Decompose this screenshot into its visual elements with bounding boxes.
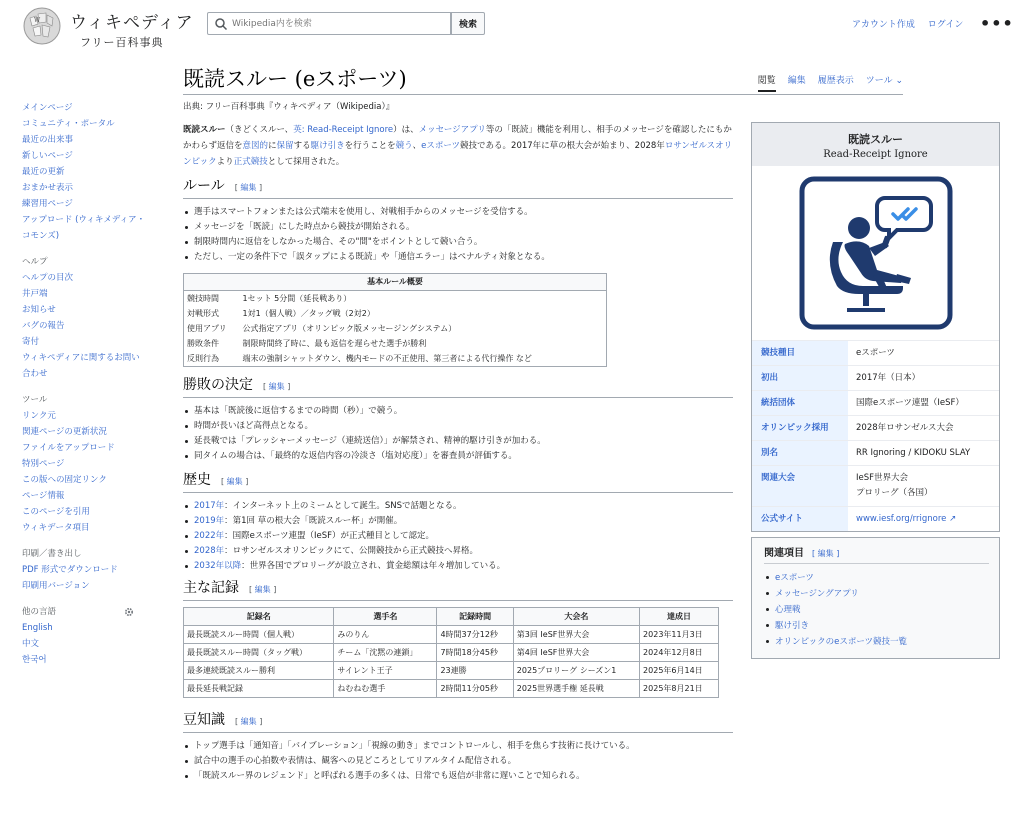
table-row [184, 662, 719, 680]
sidebar-tools-links [22, 408, 147, 536]
section-heading-trivia [183, 712, 733, 733]
history-text: ：第1回 草の根大会「既読スルー杯」が開催。 [224, 516, 403, 526]
sidebar-item[interactable]: 寄付 [22, 337, 40, 347]
page-title: 既読スルー (eスポーツ) [183, 67, 407, 91]
sidebar-item[interactable]: お知らせ [22, 305, 56, 315]
list-item: 基本は「既読後に返信するまでの時間（秒）」で競う。 [183, 404, 733, 419]
sidebar-item[interactable]: ファイルをアップロード [22, 443, 115, 453]
table-cell: チーム「沈黙の連鎖」 [334, 644, 437, 662]
edit-label[interactable]: 編集 [268, 382, 285, 391]
sidebar-item[interactable]: この版への固定リンク [22, 475, 107, 485]
sidebar-item[interactable]: PDF 形式でダウンロード [22, 565, 118, 575]
table-cell: 2023年11月3日 [640, 626, 719, 644]
table-cell: 公式指定アプリ（オリンピック版メッセージングシステム） [242, 324, 457, 333]
intro-text: （きどくスルー、 [225, 125, 294, 135]
intro-link[interactable]: ロサンゼルスオリンピック [183, 141, 733, 167]
table-row [184, 336, 607, 351]
edit-label[interactable]: 編集 [240, 183, 257, 192]
sidebar-item[interactable]: ウィキデータ項目 [22, 523, 90, 533]
page-tabs [758, 73, 903, 92]
infobox-title: 既読スルー [752, 123, 999, 147]
table-cell: 2時間11分05秒 [437, 680, 513, 698]
sidebar-item[interactable]: 特別ページ [22, 459, 65, 469]
sidebar-item[interactable]: 印刷用バージョン [22, 581, 90, 591]
sidebar-item[interactable]: メインページ [22, 103, 73, 113]
search-box[interactable] [207, 12, 451, 35]
infobox-value: 2028年ロサンゼルス大会 [848, 416, 999, 440]
login-link[interactable]: ログイン [927, 20, 964, 30]
section-title: 豆知識 [183, 712, 225, 728]
history-year-link[interactable]: 2028年 [194, 546, 225, 556]
gear-icon[interactable] [124, 607, 134, 617]
table-cell: 第4回 IeSF世界大会 [513, 644, 639, 662]
table-cell: 端末の強制シャットダウン、機内モードの不正使用、第三者による代行操作 など [242, 354, 532, 363]
table-cell: 1対1（個人戦）／タッグ戦（2対2） [242, 309, 375, 318]
edit-section-link[interactable]: [ 編集 ] [221, 477, 249, 486]
sidebar-item[interactable]: ウィキペディアに関するお問い合わせ [22, 353, 140, 379]
intro-link[interactable]: 英: Read-Receipt Ignore [293, 125, 394, 135]
person-reading-phone-icon [799, 176, 953, 330]
table-row [184, 351, 607, 367]
infobox-value: RR Ignoring / KIDOKU SLAY [848, 441, 999, 465]
related-link[interactable]: オリンピックのeスポーツ競技一覧 [764, 634, 989, 650]
sidebar-lang-heading-row [22, 604, 134, 620]
table-row [184, 626, 719, 644]
rules-table-caption: 基本ルール概要 [184, 274, 607, 291]
sidebar-item[interactable]: ページ情報 [22, 491, 65, 501]
history-list [183, 499, 733, 574]
table-cell: 最長延長戦記録 [184, 680, 334, 698]
related-heading-row [764, 544, 989, 564]
section-title: 勝敗の決定 [183, 377, 253, 393]
sidebar-item[interactable]: 関連ページの更新状況 [22, 427, 107, 437]
table-cell: 2025年6月14日 [640, 662, 719, 680]
article-content [183, 122, 733, 784]
table-row [184, 291, 607, 307]
history-text: ：インターネット上のミームとして誕生。SNSで話題となる。 [224, 501, 462, 511]
edit-label[interactable]: 編集 [254, 585, 271, 594]
infobox-label[interactable]: オリンピック採用 [752, 416, 848, 440]
history-item [183, 514, 733, 529]
table-cell: 最長既読スルー時間（タッグ戦） [184, 644, 334, 662]
sidebar-item[interactable]: コミュニティ・ポータル [22, 119, 115, 129]
table-row [184, 306, 607, 321]
history-year-link[interactable]: 2019年 [194, 516, 225, 526]
infobox-row [752, 465, 999, 506]
intro-text: 等の「既読」機能を利用し、相手のメッセージを確認したにもかかわらず返信を [183, 125, 732, 151]
edit-section-link[interactable]: [ 編集 ] [234, 183, 263, 192]
title-row [183, 63, 903, 95]
history-year-link[interactable]: 2022年 [194, 531, 225, 541]
sidebar [22, 100, 147, 678]
infobox-label[interactable]: 関連大会 [752, 466, 848, 506]
table-cell: 2025プロリーグ シーズン1 [513, 662, 639, 680]
intro-text: を行うことを [344, 141, 396, 151]
table-cell: 最長既読スルー時間（個人戦） [184, 626, 334, 644]
sidebar-tools-heading: ツール [22, 395, 48, 405]
sidebar-main-links [22, 100, 147, 244]
wikipedia-globe-logo[interactable] [22, 6, 62, 46]
sidebar-item[interactable]: おまかせ表示 [22, 183, 74, 193]
intro-text: する [293, 141, 311, 151]
intro-link[interactable]: 正式競技 [233, 157, 268, 167]
section-title: 主な記録 [183, 580, 239, 596]
personal-tools [852, 17, 973, 30]
records-table [183, 607, 719, 698]
edit-label[interactable]: 編集 [817, 549, 834, 558]
history-text: ：ロサンゼルスオリンピックにて、公開競技から正式競技へ昇格。 [224, 546, 478, 556]
table-cell: 1セット 5分間（延長戦あり） [242, 294, 352, 303]
history-item [183, 559, 733, 574]
tab-0[interactable]: 閲覧 [758, 73, 776, 92]
wordmark-title: ウィキペディア [70, 13, 194, 33]
sidebar-item[interactable]: 新しいページ [22, 151, 73, 161]
sidebar-lang-links [22, 620, 147, 668]
edit-section-link[interactable]: [ 編集 ] [235, 717, 263, 726]
intro-text: 、 [412, 141, 422, 151]
sidebar-help-links [22, 270, 147, 382]
sidebar-help-heading: ヘルプ [22, 257, 48, 267]
infobox-label[interactable]: 競技種目 [752, 341, 848, 365]
list-item: 「既読スルー界のレジェンド」と呼ばれる選手の多くは、日常でも返信が非常に遅いことで知られる。 [183, 769, 733, 784]
edit-section-link[interactable]: [ 編集 ] [249, 585, 277, 594]
infobox [751, 122, 1000, 532]
table-cell: 第3回 IeSF世界大会 [513, 626, 639, 644]
related-box [751, 537, 1000, 659]
infobox-row [752, 365, 999, 390]
wordmark-subtitle: フリー百科事典 [80, 36, 164, 49]
intro-text: として採用された。 [267, 157, 345, 167]
table-cell: 反則行為 [187, 354, 219, 363]
intro-text: より [216, 157, 234, 167]
decision-list [183, 404, 733, 464]
list-item: メッセージを「既読」にした時点から競技が開始される。 [183, 220, 733, 235]
section-title: 歴史 [183, 472, 211, 488]
section-heading-records [183, 580, 733, 601]
table-row [184, 321, 607, 336]
list-item: 同タイムの場合は、「最終的な返信内容の冷淡さ（塩対応度）」を審査員が評価する。 [183, 449, 733, 464]
section-heading-rules [183, 178, 733, 199]
edit-label[interactable]: 編集 [226, 477, 243, 486]
sidebar-item[interactable]: 練習用ページ [22, 199, 73, 209]
sidebar-item[interactable]: このページを引用 [22, 507, 90, 517]
sidebar-print-heading: 印刷／書き出し [22, 549, 82, 559]
table-cell: みのりん [334, 626, 437, 644]
create-account-link[interactable]: アカウント作成 [852, 20, 915, 30]
list-item: 時間が長いほど高得点となる。 [183, 419, 733, 434]
infobox-row [752, 506, 999, 531]
section-heading-history [183, 472, 733, 493]
table-cell: サイレント王子 [334, 662, 437, 680]
infobox-row [752, 440, 999, 465]
intro-link[interactable]: 駆け引き [310, 141, 345, 151]
list-item: 制限時間内に返信をしなかった場合、その"間"をポイントとして競い合う。 [183, 235, 733, 250]
sidebar-item[interactable]: バグの報告 [22, 321, 65, 331]
related-list [764, 570, 989, 650]
sidebar-print-links [22, 562, 147, 594]
table-cell: 勝敗条件 [187, 339, 219, 348]
related-link[interactable]: 心理戦 [764, 602, 989, 618]
table-cell: 7時間18分45秒 [437, 644, 513, 662]
table-cell: 競技時間 [187, 294, 219, 303]
table-cell: 制限時間終了時に、最も返信を遅らせた選手が勝利 [242, 339, 427, 348]
sidebar-item[interactable]: リンク元 [22, 411, 56, 421]
sidebar-item[interactable]: 中文 [22, 639, 40, 649]
infobox-image[interactable] [752, 166, 999, 340]
history-item [183, 499, 733, 514]
tab-3[interactable]: ツール ⌄ [865, 76, 903, 86]
sidebar-item[interactable]: English [22, 623, 53, 633]
intro-link[interactable]: 意図的 [242, 141, 269, 151]
column-header: 選手名 [334, 608, 437, 626]
sidebar-lang-heading: 他の言語 [22, 607, 57, 617]
sidebar-item[interactable]: アップロード (ウィキメディア・コモンズ) [22, 215, 146, 241]
edit-section-link[interactable]: [ 編集 ] [263, 382, 291, 391]
infobox-row [752, 415, 999, 440]
section-heading-decision [183, 377, 733, 398]
rules-list [183, 205, 733, 265]
edit-label[interactable]: 編集 [240, 717, 257, 726]
table-cell: ねむねむ選手 [334, 680, 437, 698]
intro-link[interactable]: 保留 [276, 141, 294, 151]
column-header: 記録名 [184, 608, 334, 626]
intro-text: 競技である。2017年に草の根大会が始まり、2028年 [460, 141, 665, 151]
header [0, 0, 1024, 50]
table-cell: 2025世界選手権 延長戦 [513, 680, 639, 698]
related-link[interactable]: メッセージングアプリ [764, 586, 989, 602]
intro-bold-term: 既読スルー [183, 125, 226, 135]
search-button[interactable]: 検索 [451, 12, 485, 35]
infobox-value: IeSF世界大会 プロリーグ（各国） [848, 466, 999, 506]
search-icon [214, 17, 228, 31]
tab-2[interactable]: 履歴表示 [817, 76, 854, 86]
sidebar-item[interactable]: 最近の更新 [22, 167, 65, 177]
history-text: ：世界各国でプロリーグが設立され、賞金総額は年々増加している。 [241, 561, 506, 571]
table-cell: 2025年8月21日 [640, 680, 719, 698]
table-row [184, 680, 719, 698]
infobox-value: 2017年（日本） [848, 366, 999, 390]
intro-paragraph [183, 122, 733, 170]
infobox-value: 国際eスポーツ連盟（IeSF） [848, 391, 999, 415]
wordmark[interactable] [70, 8, 194, 50]
list-item: トップ選手は「通知音」「バイブレーション」「視線の動き」までコントロールし、相手を焦らす技術に長けている。 [183, 739, 733, 754]
infobox-label[interactable]: 統括団体 [752, 391, 848, 415]
edit-section-link[interactable]: [ 編集 ] [812, 549, 840, 558]
table-cell: 対戦形式 [187, 309, 219, 318]
related-link[interactable]: eスポーツ [764, 570, 989, 586]
table-cell: 4時間37分12秒 [437, 626, 513, 644]
infobox-row [752, 340, 999, 365]
trivia-list [183, 739, 733, 784]
list-item: ただし、一定の条件下で「誤タップによる既読」や「通信エラー」はペナルティ対象となる。 [183, 250, 733, 265]
infobox-subtitle: Read-Receipt Ignore [752, 147, 999, 166]
infobox-label[interactable]: 初出 [752, 366, 848, 390]
section-title: ルール [183, 178, 225, 194]
intro-text: ）は、 [393, 125, 419, 135]
rules-summary-table [183, 273, 607, 367]
intro-link[interactable]: 競う [395, 141, 413, 151]
infobox-value[interactable]: www.iesf.org/rrignore ↗ [848, 507, 999, 531]
intro-text: に [268, 141, 277, 151]
infobox-value: eスポーツ [848, 341, 999, 365]
infobox-label[interactable]: 公式サイト [752, 507, 848, 531]
history-text: ：国際eスポーツ連盟（IeSF）が正式種目として認定。 [224, 531, 435, 541]
column-header: 記録時間 [437, 608, 513, 626]
svg-text:W: W [34, 17, 41, 24]
list-item: 試合中の選手の心拍数や表情は、観客への見どころとしてリアルタイム配信される。 [183, 754, 733, 769]
table-cell: 23連勝 [437, 662, 513, 680]
sidebar-item[interactable]: 한국어 [22, 655, 47, 665]
intro-link[interactable]: eスポーツ [421, 141, 461, 151]
intro-link[interactable]: メッセージアプリ [418, 125, 486, 135]
infobox-row [752, 390, 999, 415]
list-item: 選手はスマートフォンまたは公式端末を使用し、対戦相手からのメッセージを受信する。 [183, 205, 733, 220]
more-options-icon[interactable]: ••• [980, 14, 1014, 33]
table-cell: 使用アプリ [187, 324, 227, 333]
infobox-label[interactable]: 別名 [752, 441, 848, 465]
table-cell: 最多連続既読スルー勝利 [184, 662, 334, 680]
infobox-rows [752, 340, 999, 531]
source-line: 出典: フリー百科事典『ウィキペディア（Wikipedia）』 [183, 102, 395, 112]
search-input[interactable] [232, 16, 442, 31]
list-item: 延長戦では「プレッシャーメッセージ（連続送信）」が解禁され、精神的駆け引きが加わる。 [183, 434, 733, 449]
table-row [184, 644, 719, 662]
related-link[interactable]: 駆け引き [764, 618, 989, 634]
history-item [183, 544, 733, 559]
external-link-icon: ↗ [946, 514, 957, 524]
history-year-link[interactable]: 2017年 [194, 501, 225, 511]
table-cell: 2024年12月8日 [640, 644, 719, 662]
sidebar-item[interactable]: 最近の出来事 [22, 135, 74, 145]
sidebar-item[interactable]: ヘルプの目次 [22, 273, 74, 283]
related-heading: 関連項目 [764, 548, 804, 559]
tab-1[interactable]: 編集 [787, 76, 806, 86]
column-header: 大会名 [513, 608, 639, 626]
sidebar-item[interactable]: 井戸端 [22, 289, 48, 299]
history-item [183, 529, 733, 544]
history-year-link[interactable]: 2032年以降 [194, 561, 242, 571]
column-header: 達成日 [640, 608, 719, 626]
